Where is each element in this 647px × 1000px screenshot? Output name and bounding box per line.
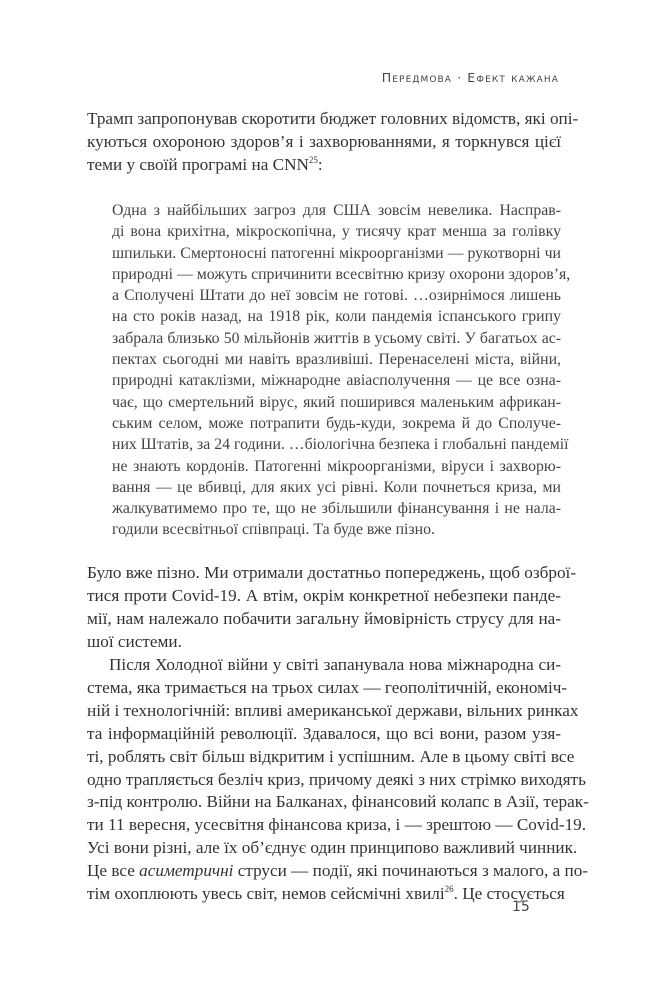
text-line: мії, нам належало побачити загальну ймовірність струсу для на- xyxy=(87,608,561,628)
footnote-ref: 26 xyxy=(444,884,454,895)
text-line: шої системи. xyxy=(87,631,182,651)
text-line: стема, яка тримається на трьох силах — геополітичній, економіч- xyxy=(87,677,568,697)
quote-line: них Штатів, за 24 години. …біологічна безпека і глобальні пандемії xyxy=(112,436,569,454)
italic-term: асиметричні xyxy=(139,861,234,881)
intro-paragraph xyxy=(87,108,579,177)
text-line xyxy=(87,860,589,883)
quote-line: забрала близько 50 мільйонів життів в усьому світі. У багатьох ас- xyxy=(112,329,561,347)
quote-line: шпильки. Смертоносні патогенні мікроорганізми — рукотворні чи xyxy=(112,244,561,262)
quote-line: на сто років назад, на 1918 рік, коли пандемія іспанського грипу xyxy=(112,308,561,326)
text-line: ній і технологічній: впливі американської держави, вільних ринках xyxy=(87,700,579,720)
text-segment: теми у своїй програмі на CNN xyxy=(87,154,309,174)
paragraph-2 xyxy=(87,562,577,654)
quote-line: жалкуватимемо про те, що не збільшили фінансування і не нала- xyxy=(112,500,561,518)
block-quote xyxy=(112,200,571,541)
footnote-ref: 25 xyxy=(308,154,318,165)
text-line: Після Холодної війни у світі запанувала нова міжнародна си- xyxy=(109,655,561,674)
quote-line: природні катаклізми, міжнародне авіасполучення — це все озна- xyxy=(112,372,561,390)
text-line: ті, роблять світ більш відкритим і успішним. Але в цьому світі все xyxy=(87,746,575,766)
text-segment: тім охоплюють увесь світ, немов сейсмічні хвилі xyxy=(87,884,445,904)
text-line: тися проти Covid-19. А втім, окрім конкретної небезпеки панде- xyxy=(87,585,561,605)
page-number: 15 xyxy=(512,899,530,915)
text-line: Було вже пізно. Ми отримали достатньо попереджень, щоб озброї- xyxy=(87,563,577,582)
paragraph-3 xyxy=(87,654,589,906)
quote-line: чає, що смертельний вірус, який поширився маленьким африкан- xyxy=(112,393,561,411)
quote-line: природні — можуть спричинити всесвітню кризу охорони здоров’я, xyxy=(112,265,571,283)
quote-line: годили всесвітньої співпраці. Та буде вже пізно. xyxy=(112,521,435,539)
text-line xyxy=(87,883,565,906)
text-line: одно трапляється безліч криз, причому деякі з них стрімко виходять xyxy=(87,769,586,789)
text-line: та інформаційній революції. Здавалося, що всі вони, разом узя- xyxy=(87,723,561,743)
quote-line: Одна з найбільших загроз для США зовсім невелика. Насправ- xyxy=(112,202,561,219)
quote-line: не знають кордонів. Патогенні мікроорганізми, віруси і захворю- xyxy=(112,457,561,475)
quote-line: ським селом, може потрапити будь-куди, зокрема й до Сполуче- xyxy=(112,414,561,432)
text-line: Усі вони різні, але їх об’єднує один принципово важливий чинник. xyxy=(87,838,578,858)
text-segment: струси — події, які починаються з малого, а по- xyxy=(233,861,589,881)
quote-line: пектах сьогодні ми навіть вразливіші. Перенаселені міста, війни, xyxy=(112,351,561,369)
quote-line: а Сполучені Штати до неї зовсім не готові. …озирнімося лишень xyxy=(112,287,561,305)
text-segment: : xyxy=(317,154,323,174)
running-head: Передмова · Ефект кажана xyxy=(381,70,559,85)
text-segment: . Це стосується xyxy=(453,884,565,904)
text-line: Трамп запропонував скоротити бюджет головних відомств, які опі- xyxy=(87,109,579,128)
text-line xyxy=(87,154,561,177)
text-line: з-під контролю. Війни на Балканах, фінансовий колапс в Азії, терак- xyxy=(87,792,589,812)
text-line: ти 11 вересня, усесвітня фінансова криза, і — зрештою — Covid-19. xyxy=(87,815,587,835)
text-segment: Це все xyxy=(87,861,140,881)
text-line: куються охороною здоров’я і захворюваннями, я торкнувся цієї xyxy=(87,131,561,151)
quote-line: вання — це вбивці, для яких усі рівні. Коли почнеться криза, ми xyxy=(112,478,561,496)
quote-line: ді вона крихітна, мікроскопічна, у тисячу крат менша за голівку xyxy=(112,223,561,241)
